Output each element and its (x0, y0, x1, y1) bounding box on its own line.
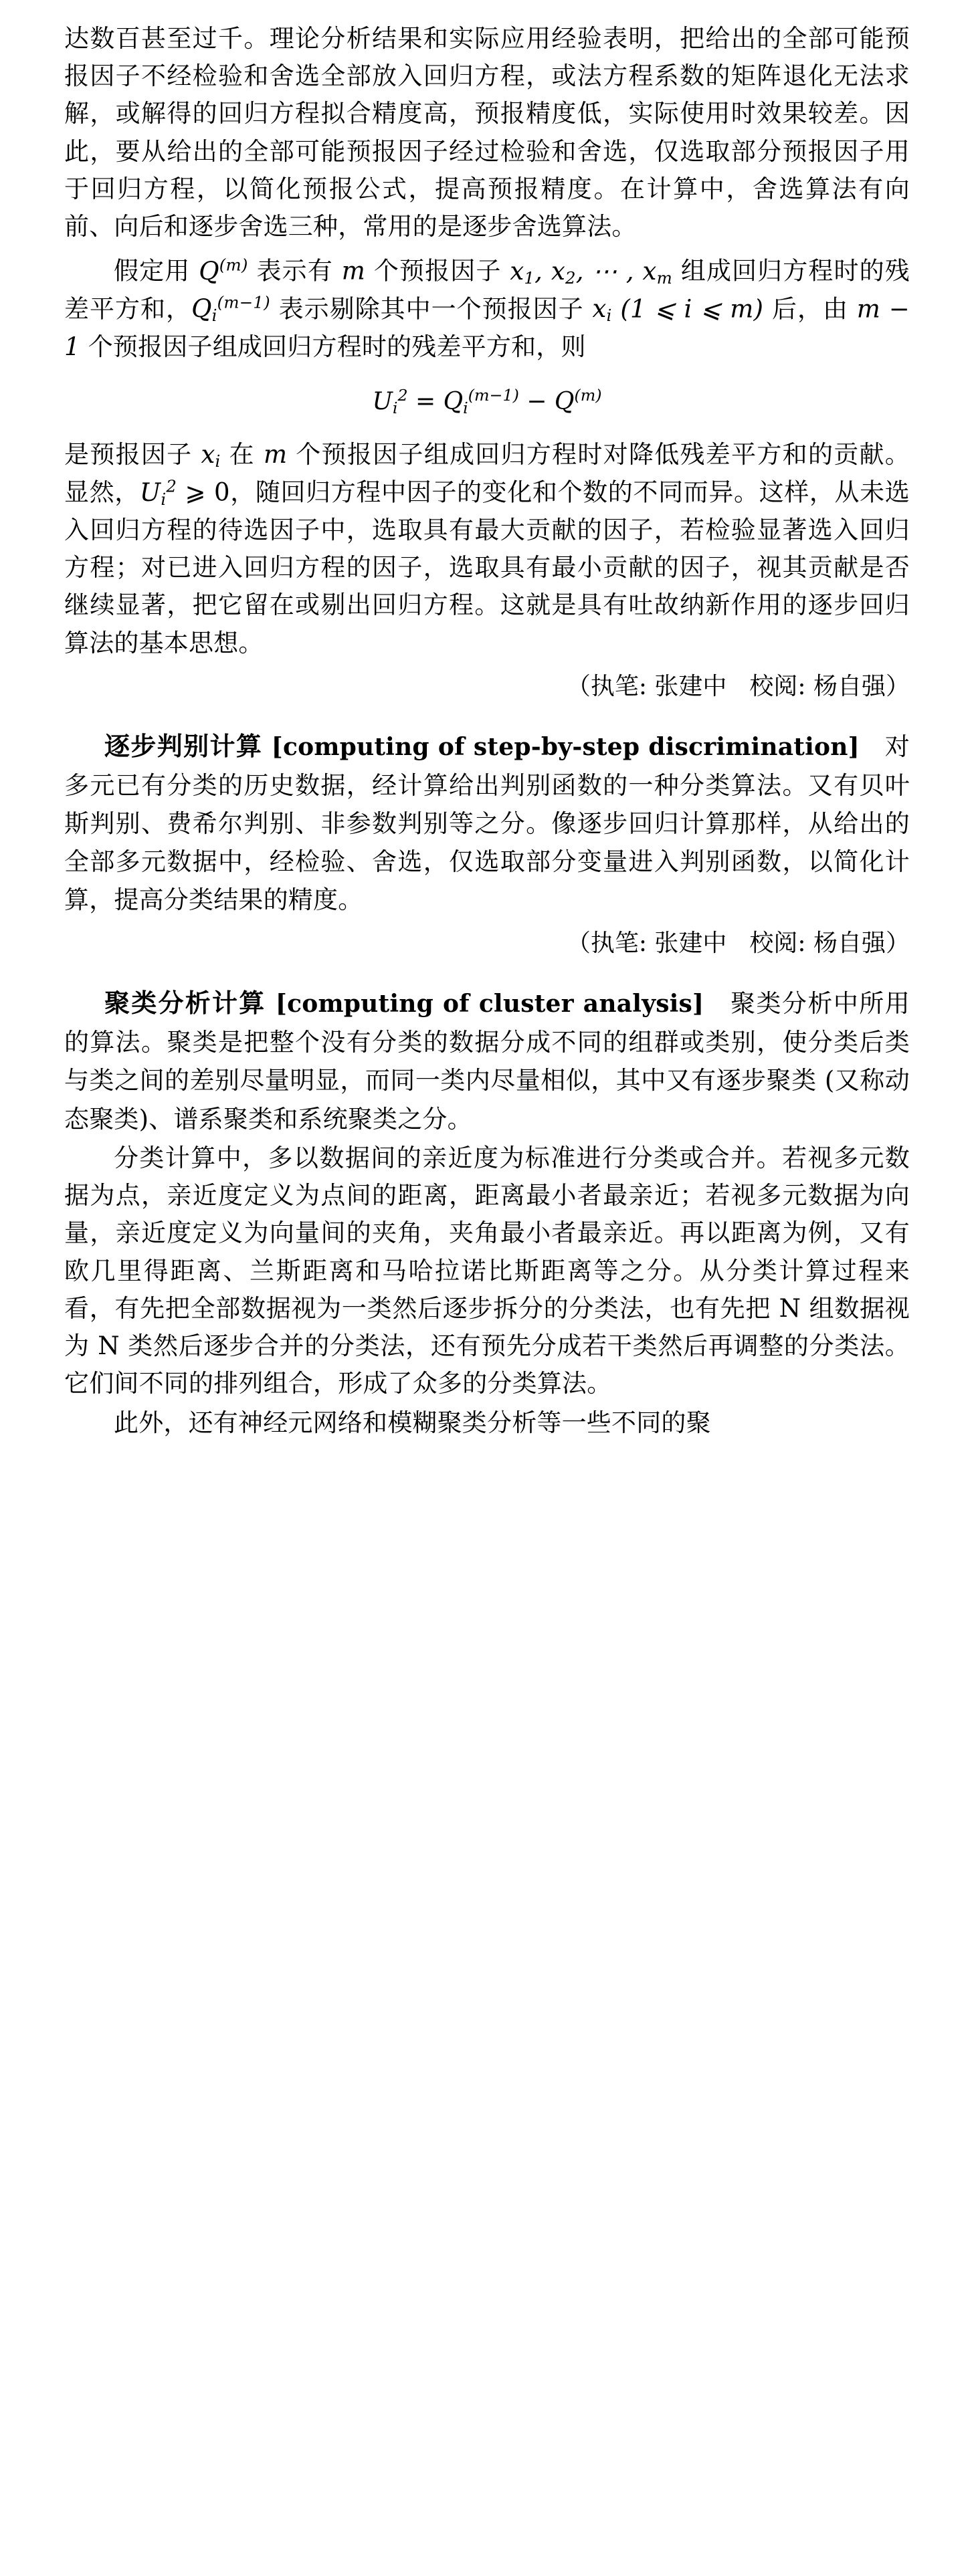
text-run: 在 (220, 439, 264, 469)
paragraph-definition-q (64, 252, 910, 366)
entry-body-text: 聚类分析中所用的算法。聚类是把整个没有分类的数据分成不同的组群或类别，使分类后类与类之间的差别尽量明显，而同一类内尽量相似，其中又有逐步聚类 (又称动态聚类)、谱系聚类和系统聚类之分。 (64, 989, 910, 1134)
text-run: 后，由 (763, 294, 857, 324)
attribution-2 (64, 926, 910, 962)
text-run: 表示剔除其中一个预报因子 (270, 294, 593, 324)
entry-step-by-step-discrimination (64, 728, 910, 920)
symbol-m: m (341, 256, 365, 286)
attribution-author: （执笔: 张建中 (566, 672, 727, 700)
formula-rhs-term1: $Q_i^{(m-1)}$ (443, 385, 519, 417)
symbol-q-i-m1: $Q_i^{(m-1)}$ (191, 293, 270, 326)
paragraph-continued: 达数百甚至过千。理论分析结果和实际应用经验表明，把给出的全部可能预报因子不经检验和舍选全部放入回归方程，或法方程系数的矩阵退化无法求解，或解得的回归方程拟合精度高，预报精度低，实际使用时效果较差。因此，要从给出的全部可能预报因子经过检验和舍选，仅选取部分预报因子用于回归方程，以简化预报公式，提高预报精度。在计算中，舍选算法有向前、向后和逐步舍选三种，常用的是逐步舍选算法。 (64, 24, 910, 241)
symbol-q-m: $Q^{(m)}$ (199, 255, 248, 286)
attribution-author: （执笔: 张建中 (566, 930, 727, 958)
symbol-x-i: $x_i$ (592, 294, 612, 326)
entry-paragraph-2: 分类计算中，多以数据间的亲近度为标准进行分类或合并。若视多元数据为点，亲近度定义为点间的距离，距离最小者最亲近；若视多元数据为向量，亲近度定义为向量间的夹角，夹角最小者最亲近。再以距离为例，又有欧几里得距离、兰斯距离和马哈拉诺比斯距离等之分。从分类计算过程来看，有先把全部数据视为一类然后逐步拆分的分类法，也有先把 N 组数据视为 N 类然后逐步合并的分类法，还有预先分成若干类然后再调整的分类法。它们间不同的排列组合，形成了众多的分类算法。 (64, 1143, 910, 1398)
entry-english-term: [computing of cluster analysis] (275, 990, 704, 1018)
entry-heading (64, 984, 910, 1138)
entry-cluster-analysis (64, 984, 910, 1441)
symbol-m-2: m (263, 439, 288, 469)
formula-lhs: $U_i^2$ (372, 385, 408, 417)
formula-equals: = (415, 388, 436, 416)
formula-ui-squared (64, 386, 910, 417)
text-run: 个预报因子组成回归方程时对降低残差平方和的贡献。显然， (64, 439, 910, 507)
attribution-1 (64, 669, 910, 705)
text-run: 个预报因子 (365, 256, 510, 286)
symbol-x-i-2: $x_i$ (201, 439, 221, 471)
entry-term: 聚类分析计算 (104, 988, 266, 1018)
symbol-u-i-squared: $U_i^2$ (139, 476, 177, 509)
formula-rhs-term2: $Q^{(m)}$ (554, 385, 602, 416)
paragraph-contribution (64, 436, 910, 662)
text-run: 组成回归方程时的残差平方和， (64, 256, 910, 324)
attribution-reviewer: 校阅: 杨自强） (749, 930, 910, 958)
formula-minus: − (526, 388, 547, 416)
text-run: 表示有 (248, 256, 342, 286)
symbol-m-minus-1: m − 1 (64, 294, 910, 361)
text-run: 假定用 (114, 256, 199, 286)
text-run: 个预报因子组成回归方程时的残差平方和，则 (80, 332, 586, 361)
entry-body-text: 对多元已有分类的历史数据，经计算给出判别函数的一种分类算法。又有贝叶斯判别、费希尔判别、非参数判别等之分。像逐步回归计算那样，从给出的全部多元数据中，经检验、舍选，仅选取部分变量进入判别函数，以简化计算，提高分类结果的精度。 (64, 732, 910, 915)
text-run: 是预报因子 (64, 439, 201, 469)
entry-english-term: [computing of step-by-step discrimination] (271, 732, 860, 761)
entry-paragraph-3: 此外，还有神经元网络和模糊聚类分析等一些不同的聚 (114, 1408, 711, 1437)
text-run: ⩾ 0，随回归方程中因子的变化和个数的不同而异。这样，从未选入回归方程的待选因子中，选取具有最大贡献的因子，若检验显著选入回归方程；对已进入回归方程的因子，选取具有最小贡献的因子，视其贡献是否继续显著，把它留在或剔出回归方程。这就是具有吐故纳新作用的逐步回归算法的基本思想。 (64, 477, 910, 657)
entry-heading (64, 728, 910, 920)
attribution-reviewer: 校阅: 杨自强） (749, 672, 910, 700)
entry-term: 逐步判别计算 (104, 731, 263, 761)
symbol-range-condition: (1 ⩽ i ⩽ m) (620, 294, 764, 324)
symbol-x-list: $x_1$, $x_2$, ⋯ , $x_m$ (510, 256, 672, 288)
